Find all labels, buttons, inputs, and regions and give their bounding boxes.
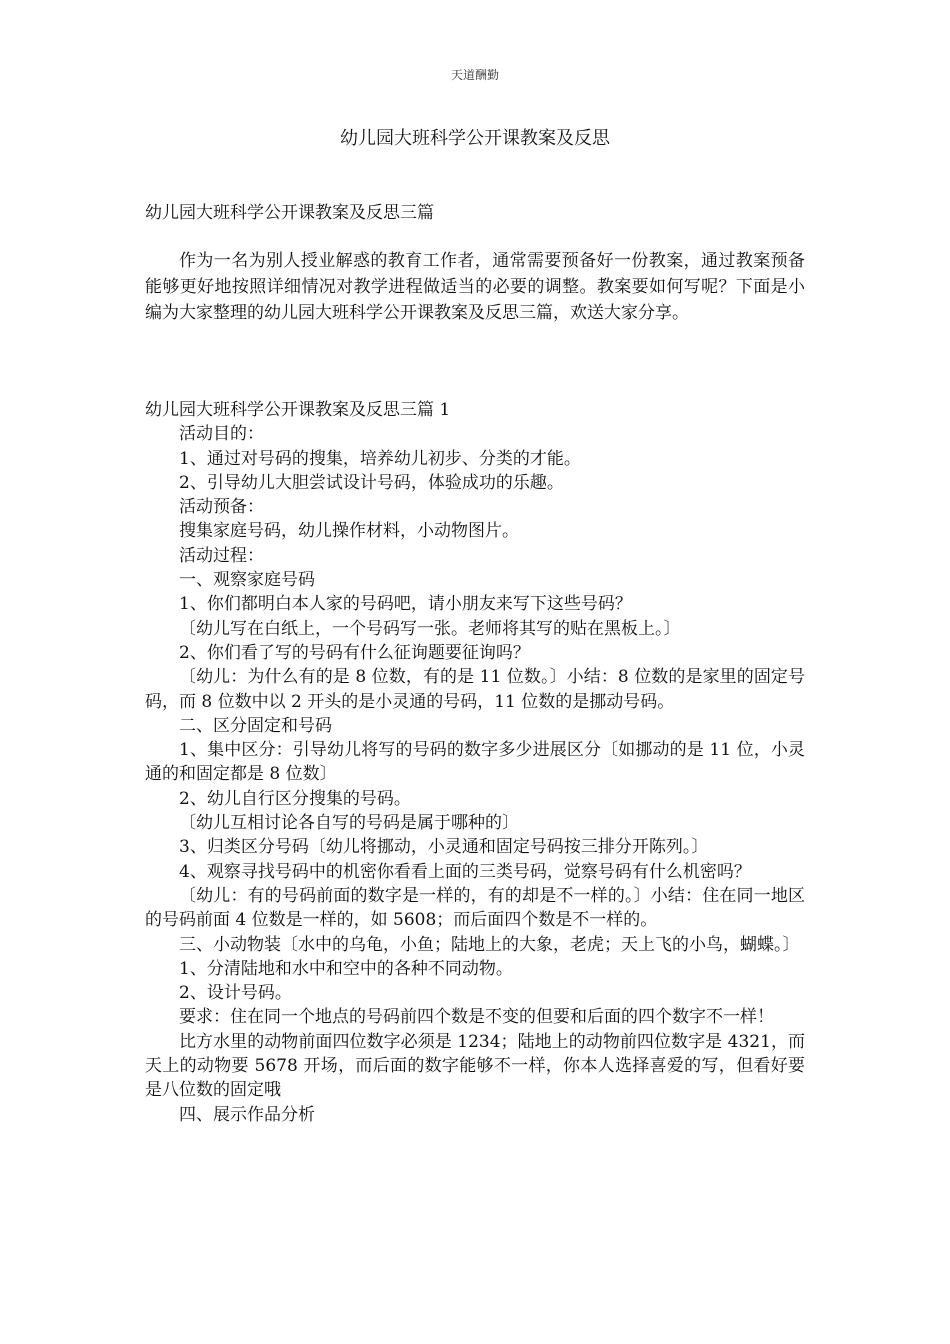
paragraph: 2、引导幼儿大胆尝试设计号码，体验成功的乐趣。 (179, 472, 564, 493)
lesson-section (145, 398, 805, 1127)
paragraph: 三、小动物装〔水中的乌龟，小鱼；陆地上的大象，老虎；天上飞的小鸟，蝴蝶。〕 (179, 934, 800, 955)
paragraph: 搜集家庭号码，幼儿操作材料，小动物图片。 (179, 521, 519, 542)
intro-block (145, 248, 805, 326)
paragraph: 〔幼儿：有的号码前面的数字是一样的，有的却是不一样的。〕小结：住在同一地区的号码前面 4 位数是一样的，如 5608；而后面四个数是不一样的。 (145, 885, 805, 931)
paragraph: 活动目的： (179, 424, 264, 445)
paragraph: 一、观察家庭号码 (179, 570, 315, 591)
paragraph: 活动预备： (179, 497, 264, 518)
paragraph: 〔幼儿互相讨论各自写的号码是属于哪种的〕 (179, 813, 519, 834)
paragraph: 4、观察寻找号码中的机密你看看上面的三类号码，觉察号码有什么机密吗？ (179, 861, 751, 882)
paragraph: 要求：住在同一个地点的号码前四个数是不变的但要和后面的四个数字不一样！ (179, 1007, 774, 1028)
paragraph: 1、通过对号码的搜集，培养幼儿初步、分类的才能。 (179, 448, 581, 469)
page-header: 天道酬勤 (450, 68, 499, 82)
paragraph: 〔幼儿：为什么有的是 8 位数，有的是 11 位数。〕小结：8 位数的是家里的固定号码，而 8 位数中以 2 开头的是小灵通的号码，11 位数的是挪动号码。 (145, 667, 805, 712)
subtitle-text: 幼儿园大班科学公开课教案及反思三篇 (145, 203, 434, 223)
paragraph: 1、你们都明白本人家的号码吧，请小朋友来写下这些号码？ (179, 594, 632, 615)
paragraph: 2、你们看了写的号码有什么征询题要征询吗？ (179, 642, 530, 663)
intro-paragraph: 作为一名为别人授业解惑的教育工作者，通常需要预备好一份教案，通过教案预备能够更好地按照详细情况对教学进程做适当的必要的调整。教案要如何写呢？下面是小编为大家整理的幼儿园大班科学公开课教案及反思三篇，欢送大家分享。 (145, 251, 805, 323)
paragraph: 1、集中区分：引导幼儿将写的号码的数字多少进展区分〔如挪动的是 11 位，小灵通的和固定都是 8 位数〕 (145, 740, 805, 785)
paragraph: 2、设计号码。 (179, 983, 292, 1004)
paragraph: 1、分清陆地和水中和空中的各种不同动物。 (179, 958, 513, 979)
paragraph: 3、归类区分号码〔幼儿将挪动，小灵通和固定号码按三排分开陈列。〕 (179, 837, 709, 858)
paragraph: 比方水里的动物前面四位数字必须是 1234；陆地上的动物前四位数字是 4321，而天上的动物要 5678 开场，而后面的数字能够不一样，你本人选择喜爱的写，但看好要是八位数的固定哦 (145, 1031, 805, 1101)
paragraph: 活动过程： (179, 545, 264, 566)
paragraph: 四、展示作品分析 (179, 1104, 315, 1125)
document-subtitle (145, 200, 805, 226)
paragraph: 2、幼儿自行区分搜集的号码。 (179, 788, 411, 809)
paragraph: 二、区分固定和号码 (179, 715, 332, 736)
document-title: 幼儿园大班科学公开课教案及反思 (340, 128, 610, 149)
section-heading: 幼儿园大班科学公开课教案及反思三篇 1 (145, 400, 451, 420)
paragraph: 〔幼儿写在白纸上，一个号码写一张。老师将其写的贴在黑板上。〕 (179, 618, 681, 639)
